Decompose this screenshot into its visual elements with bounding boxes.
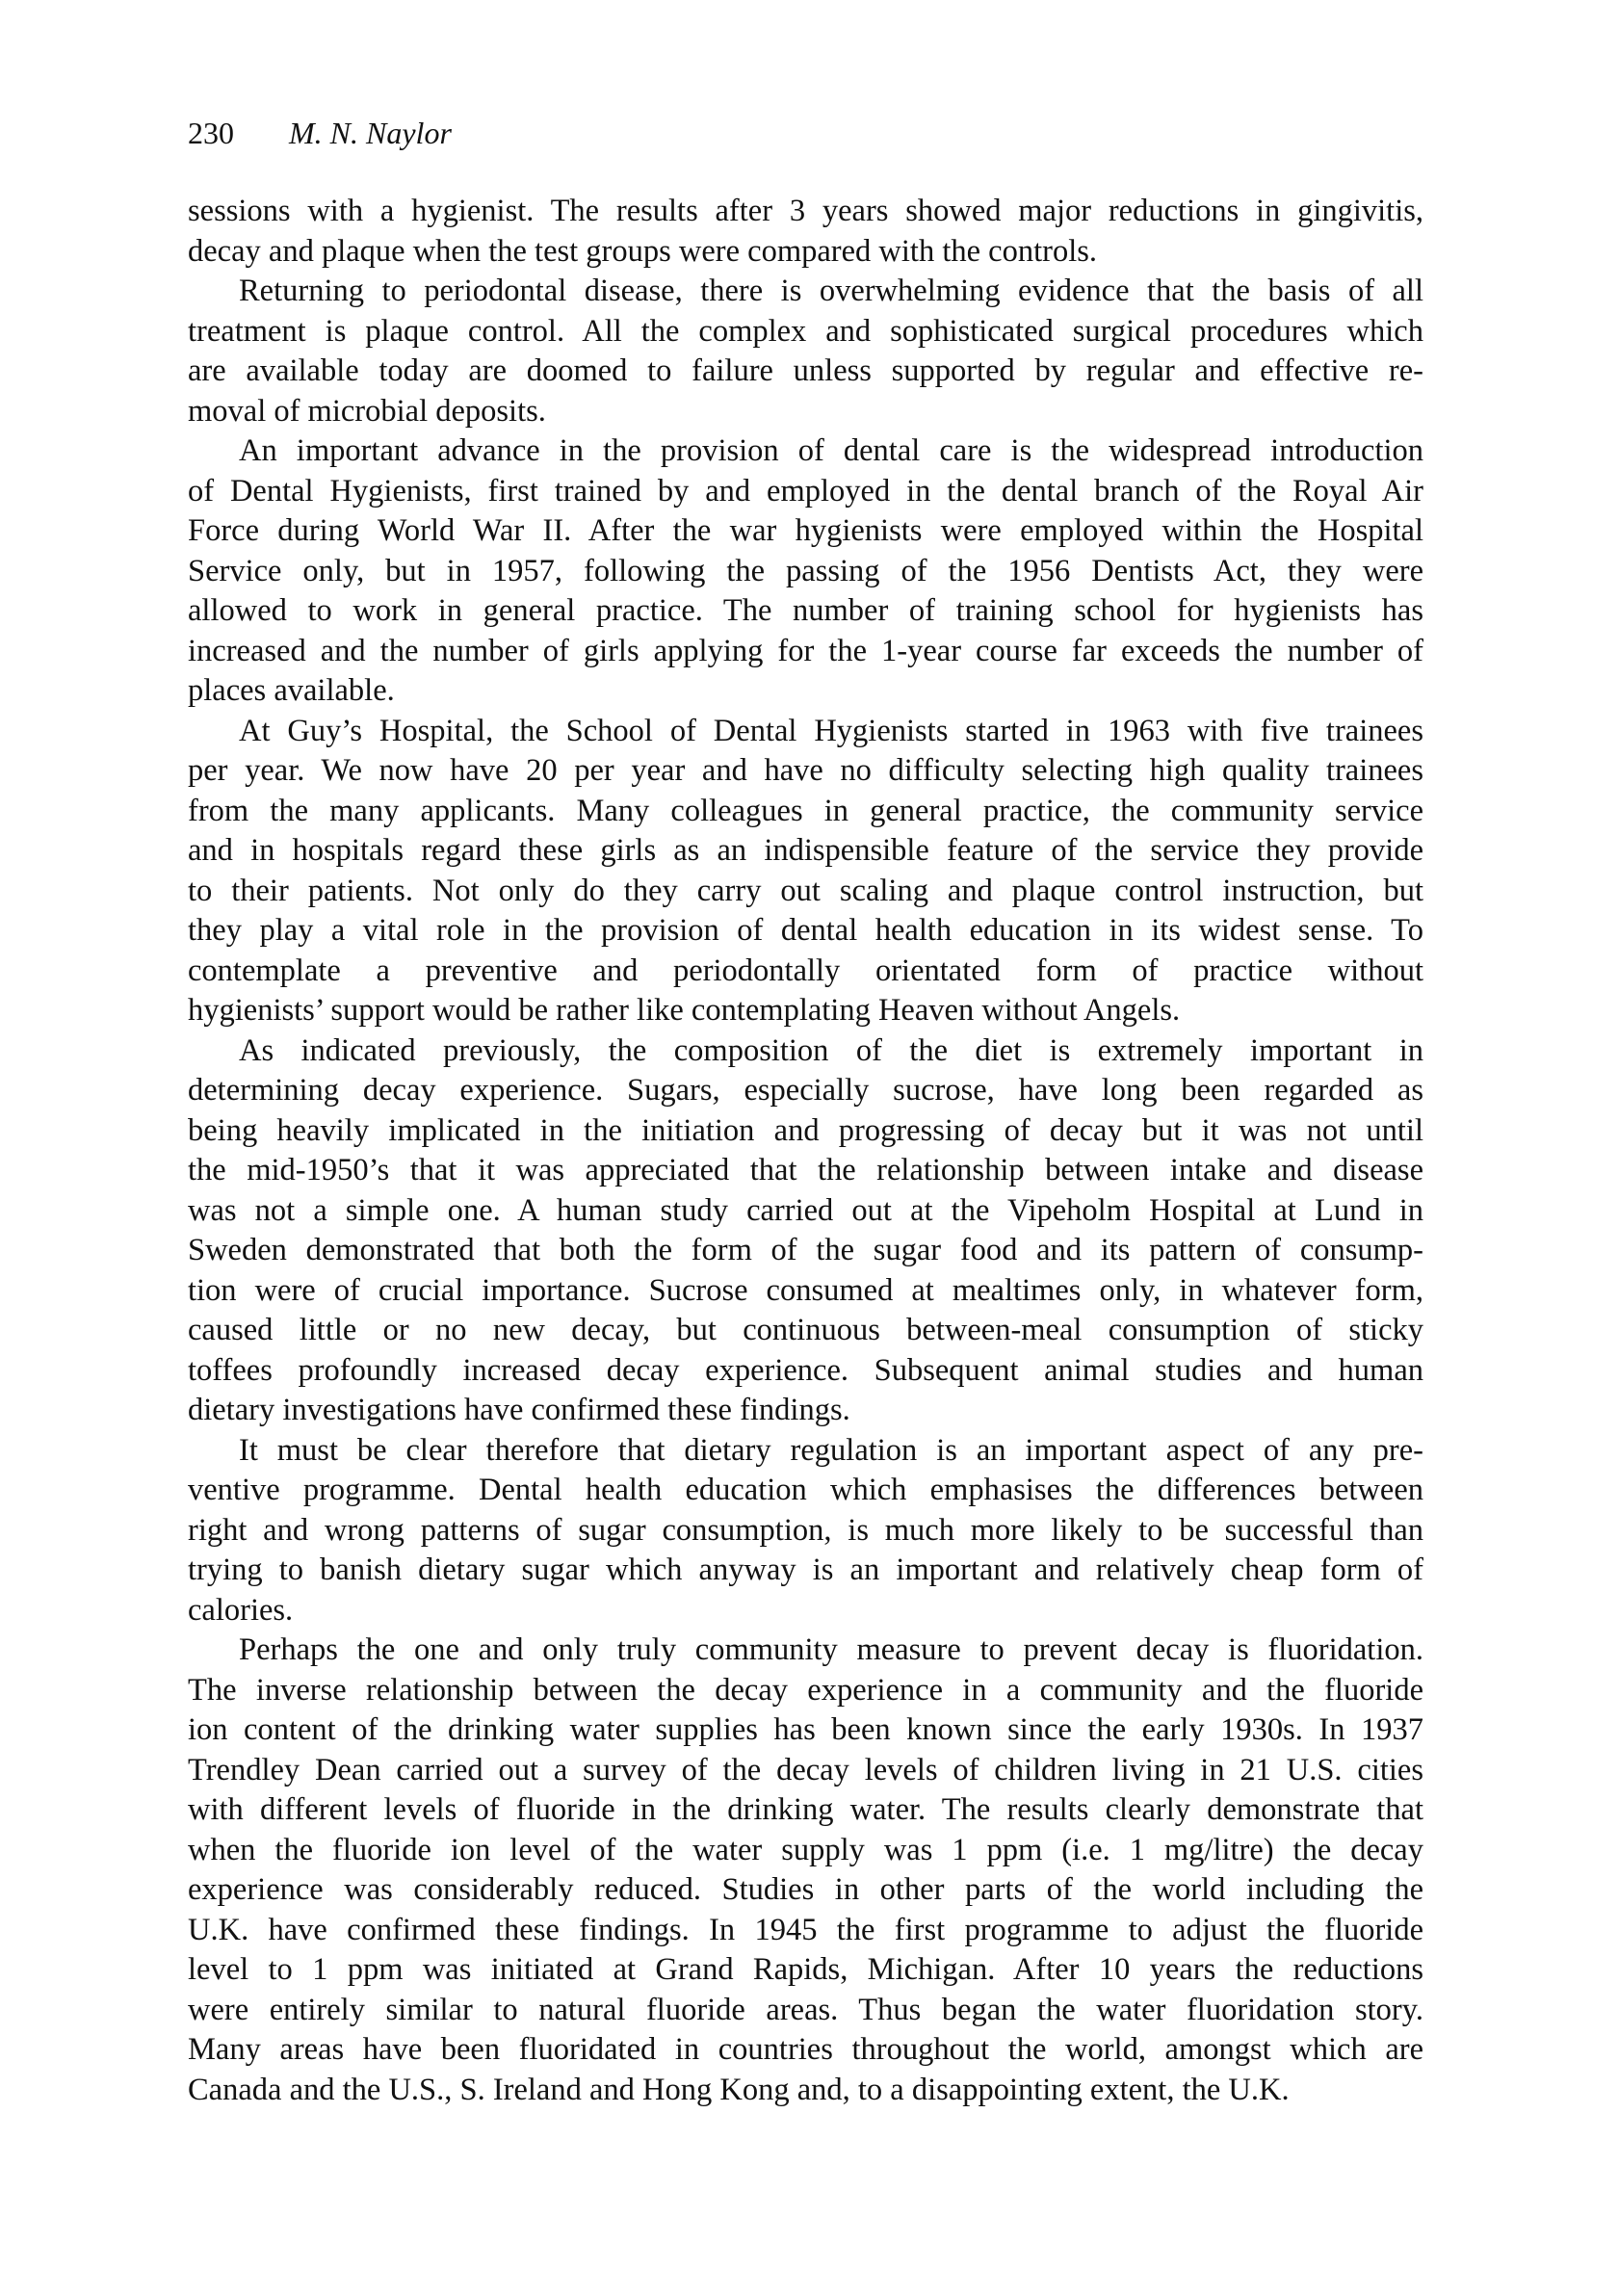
text-line: Force during World War II. After the war hygienists were employed within the Hospital	[188, 513, 1423, 548]
text-line: hygienists’ support would be rather like contemplating Heaven without Angels.	[188, 993, 1181, 1028]
text-line: right and wrong patterns of sugar consumption, is much more likely to be successful than	[188, 1512, 1423, 1548]
page-number: 230	[188, 116, 234, 150]
text-line: Canada and the U.S., S. Ireland and Hong Kong and, to a disappointing extent, the U.K.	[188, 2072, 1290, 2107]
text-line: allowed to work in general practice. The number of training school for hygienists has	[188, 593, 1423, 628]
text-line: were entirely similar to natural fluoride areas. Thus began the water fluoridation story.	[188, 1992, 1423, 2027]
text-line: toffees profoundly increased decay experience. Subsequent animal studies and human	[188, 1352, 1423, 1388]
paragraph	[188, 1031, 1423, 1431]
body-text	[188, 192, 1423, 2110]
text-line: with different levels of fluoride in the drinking water. The results clearly demonstrate that	[188, 1792, 1423, 1827]
paragraph	[188, 1431, 1423, 1631]
text-line: when the fluoride ion level of the water supply was 1 ppm (i.e. 1 mg/litre) the decay	[188, 1832, 1423, 1867]
text-line: decay and plaque when the test groups were compared with the controls.	[188, 233, 1097, 269]
paragraph	[188, 431, 1423, 712]
text-line: and in hospitals regard these girls as an indispensible feature of the service they provide	[188, 833, 1423, 868]
text-line: The inverse relationship between the decay experience in a community and the fluoride	[188, 1672, 1423, 1708]
text-line: Returning to periodontal disease, there is overwhelming evidence that the basis of all	[239, 274, 1423, 308]
text-line: It must be clear therefore that dietary regulation is an important aspect of any pre-	[239, 1432, 1423, 1468]
text-line: Perhaps the one and only truly community measure to prevent decay is fluoridation.	[239, 1632, 1423, 1667]
text-line: treatment is plaque control. All the complex and sophisticated surgical procedures which	[188, 313, 1423, 349]
text-line: level to 1 ppm was initiated at Grand Rapids, Michigan. After 10 years the reductions	[188, 1952, 1423, 1987]
text-line: ventive programme. Dental health education which emphasises the differences between	[188, 1473, 1423, 1507]
text-line: determining decay experience. Sugars, especially sucrose, have long been regarded as	[188, 1073, 1423, 1108]
text-line: ion content of the drinking water supplies has been known since the early 1930s. In 1937	[188, 1712, 1423, 1747]
text-line: dietary investigations have confirmed these findings.	[188, 1393, 850, 1427]
text-line: per year. We now have 20 per year and have no difficulty selecting high quality trainees	[188, 753, 1423, 788]
text-line: the mid-1950’s that it was appreciated that the relationship between intake and disease	[188, 1153, 1423, 1187]
paragraph	[188, 272, 1423, 431]
text-line: Service only, but in 1957, following the passing of the 1956 Dentists Act, they were	[188, 553, 1423, 588]
text-line: Sweden demonstrated that both the form of the sugar food and its pattern of consump-	[188, 1233, 1423, 1267]
text-line: An important advance in the provision of dental care is the widespread introduction	[239, 433, 1423, 468]
paragraph	[188, 1631, 1423, 2110]
text-line: increased and the number of girls applying for the 1-year course far exceeds the number of	[188, 633, 1423, 668]
text-line: they play a vital role in the provision of dental health education in its widest sense. To	[188, 913, 1423, 948]
text-line: caused little or no new decay, but continuous between-meal consumption of sticky	[188, 1313, 1423, 1347]
text-line: calories.	[188, 1592, 294, 1628]
paragraph	[188, 192, 1423, 272]
text-line: tion were of crucial importance. Sucrose consumed at mealtimes only, in whatever form,	[188, 1272, 1423, 1308]
text-line: As indicated previously, the composition of the diet is extremely important in	[239, 1032, 1423, 1068]
text-line: are available today are doomed to failure unless supported by regular and effective re-	[188, 353, 1423, 388]
text-line: Many areas have been fluoridated in countries throughout the world, amongst which are	[188, 2032, 1423, 2067]
text-line: U.K. have confirmed these findings. In 1945 the first programme to adjust the fluoride	[188, 1912, 1423, 1947]
text-line: moval of microbial deposits.	[188, 393, 546, 429]
running-head-author: M. N. Naylor	[289, 116, 452, 150]
text-line: places available.	[188, 673, 395, 708]
text-line: trying to banish dietary sugar which anyway is an important and relatively cheap form of	[188, 1552, 1423, 1587]
text-line: to their patients. Not only do they carry out scaling and plaque control instruction, but	[188, 873, 1423, 908]
text-line: being heavily implicated in the initiation and progressing of decay but it was not until	[188, 1112, 1423, 1148]
text-line: from the many applicants. Many colleagues in general practice, the community service	[188, 793, 1423, 828]
text-line: sessions with a hygienist. The results after 3 years showed major reductions in gingivitis,	[188, 194, 1423, 228]
text-line: was not a simple one. A human study carried out at the Vipeholm Hospital at Lund in	[188, 1192, 1423, 1228]
text-line: At Guy’s Hospital, the School of Dental Hygienists started in 1963 with five trainees	[239, 713, 1423, 748]
paragraph	[188, 712, 1423, 1031]
text-line: experience was considerably reduced. Studies in other parts of the world including the	[188, 1872, 1423, 1907]
text-line: contemplate a preventive and periodontally orientated form of practice without	[188, 952, 1423, 988]
text-line: of Dental Hygienists, first trained by and employed in the dental branch of the Royal Air	[188, 473, 1423, 509]
text-line: Trendley Dean carried out a survey of the decay levels of children living in 21 U.S. cities	[188, 1752, 1423, 1787]
